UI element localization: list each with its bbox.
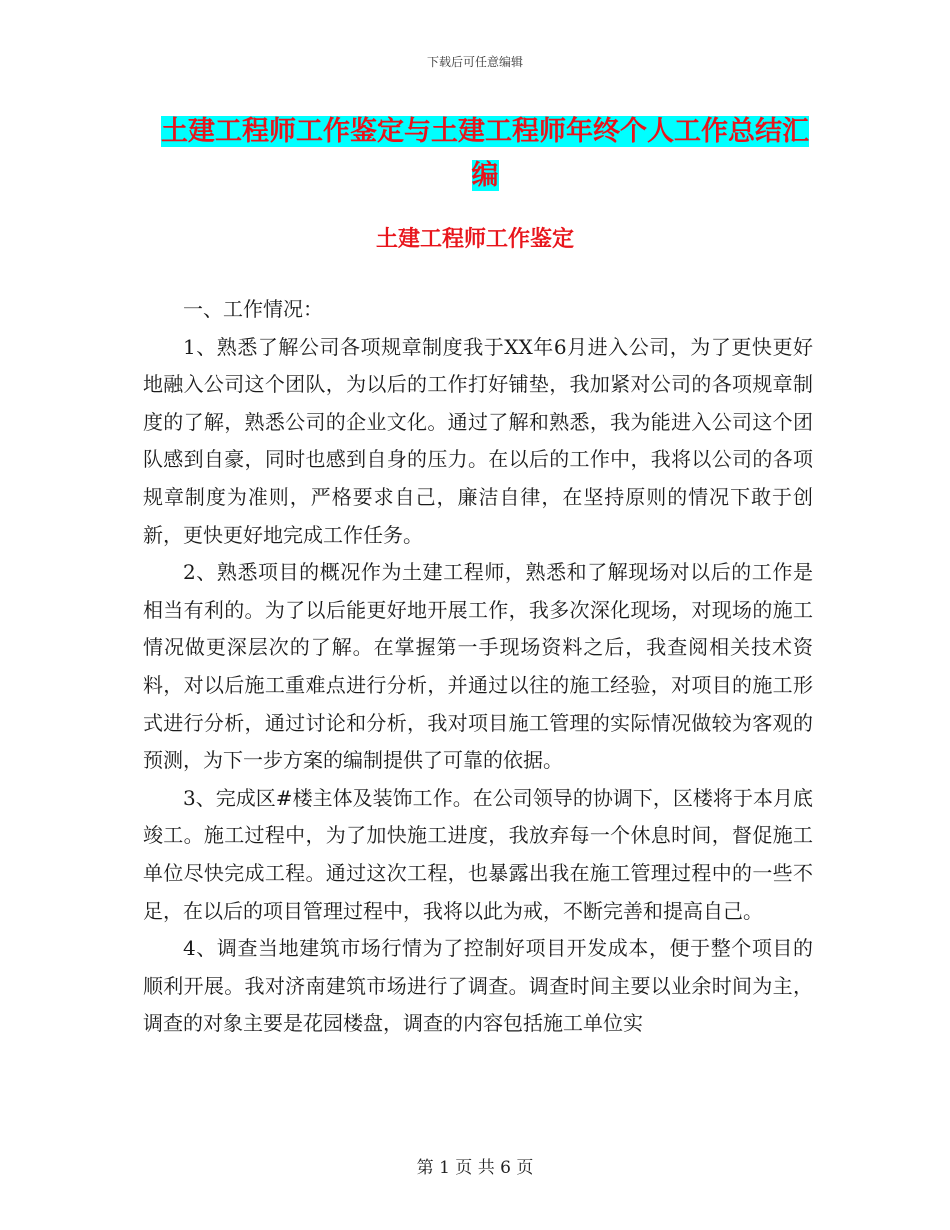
paragraph-item-4: 4、调查当地建筑市场行情为了控制好项目开发成本，便于整个项目的顺利开展。我对济南建筑市场进行了调查。调查时间主要以业余时间为主，调查的对象主要是花园楼盘，调查的内容包括施工单位实 (143, 936, 813, 1036)
paragraph-item-2: 2、熟悉项目的概况作为土建工程师，熟悉和了解现场对以后的工作是相当有利的。为了以后能更好地开展工作，我多次深化现场，对现场的施工情况做更深层次的了解。在掌握第一手现场资料之后，我查阅相关技术资料，对以后施工重难点进行分析，并通过以往的施工经验，对项目的施工形式进行分析，通过讨论和分析，我对项目施工管理的实际情况做较为客观的预测，为下一步方案的编制提供了可靠的依据。 (143, 560, 813, 773)
paragraph-section-heading: 一、工作情况： (183, 297, 323, 321)
document-title-text: 土建工程师工作鉴定与土建工程师年终个人工作总结汇编 (161, 116, 809, 191)
paragraph-item-3: 3、完成区#楼主体及装饰工作。在公司领导的协调下，区楼将于本月底竣工。施工过程中，为了加快施工进度，我放弃每一个休息时间，督促施工单位尽快完成工程。通过这次工程，也暴露出我在施工管理过程中的一些不足，在以后的项目管理过程中，我将以此为戒，不断完善和提高自己。 (143, 785, 813, 923)
page-number: 第 1 页 共 6 页 (416, 1158, 534, 1178)
header-note: 下载后可任意编辑 (426, 55, 523, 69)
document-body (143, 291, 813, 1043)
paragraph-item-1: 1、熟悉了解公司各项规章制度我于XX年6月进入公司，为了更快更好地融入公司这个团队，为以后的工作打好铺垫，我加紧对公司的各项规章制度的了解，熟悉公司的企业文化。通过了解和熟悉，我为能进入公司这个团队感到自豪，同时也感到自身的压力。在以后的工作中，我将以公司的各项规章制度为准则，严格要求自己，廉洁自律，在坚持原则的情况下敢于创新，更快更好地完成工作任务。 (143, 334, 813, 547)
section-title: 土建工程师工作鉴定 (375, 226, 574, 252)
document-title (150, 110, 820, 198)
